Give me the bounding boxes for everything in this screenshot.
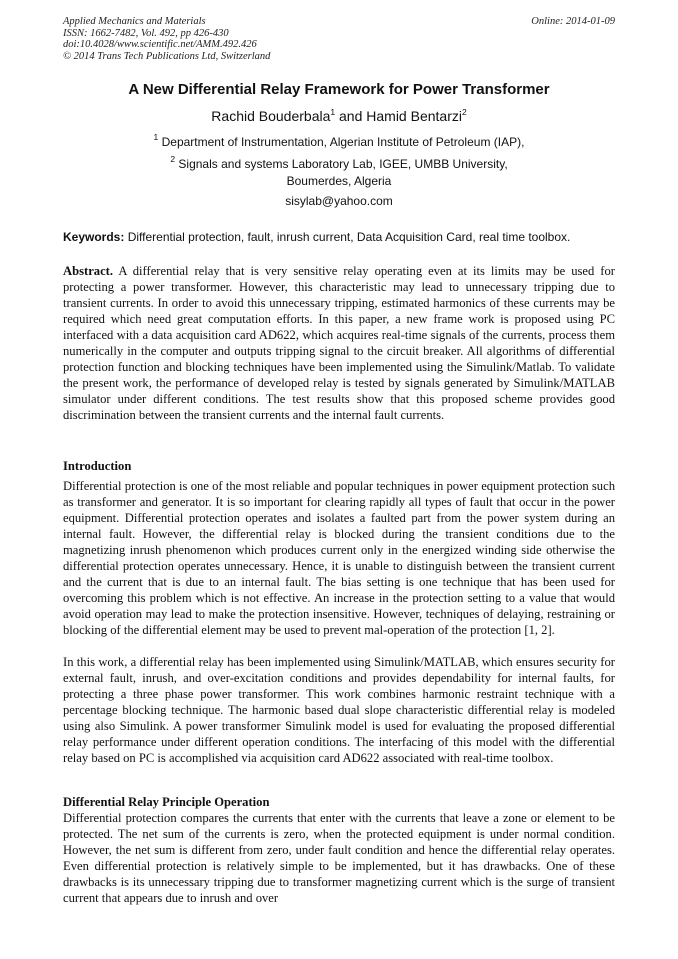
abstract-text: A differential relay that is very sensitive relay operating even at its limits may be used for protecting a power transformer. However, this characteristic may lead to unnecessary tripping due to transient currents. In order to avoid this unnecessary tripping, estimated harmonics of these currents may be required which need great computation efforts. In this paper, a new frame work is proposed using PC interfaced with a data acquisition card AD622, which acquires real-time signals of the currents, process them numerically in the computer and outputs tripping signal to the circuit breaker. All algorithms of differential protection function and blocking techniques have been implemented using the Simulink/Matlab. To validate the present work, the performance of developed relay is tested by signals generated by Simulink/MATLAB simulator under different conditions. The test results show that this proposed scheme provides good discrimination between the transient currents and the internal fault currents. [63,264,615,422]
affiliation-2 [0,152,678,172]
abstract [63,264,615,424]
author-2: Hamid Bentarzi [366,108,462,124]
journal-name: Applied Mechanics and Materials [63,16,206,27]
keywords-text: Differential protection, fault, inrush current, Data Acquisition Card, real time toolbox. [124,230,571,244]
paper-title: A New Differential Relay Framework for Power Transformer [128,81,550,98]
abstract-label: Abstract. [63,264,114,278]
affiliation-1-marker: 1 [153,132,159,142]
principle-paragraph-1: Differential protection compares the currents that enter with the currents that leave a zone or element to be protected. The net sum of the currents is zero, when the protected equipment is under normal condition. However, the net sum is different from zero, under fault condition and hence the differential relay operates. Even differential protection is relatively simple to be implemented, but it has drawbacks. One of these drawbacks is its unnecessary tripping due to transformer magnetizing current which is the surge of transient current that appears due to inrush and over [63,811,615,905]
keywords [63,230,615,245]
author-line [0,103,678,125]
introduction-paragraph-1: Differential protection is one of the most reliable and popular techniques in power equipment protection such as transformer and generator. It is so important for clearing rapidly all types of fault that occur in the power equipment. Differential protection operates and isolates a faulted part from the power system during an internal fault. However, the differential relay is blocked during the transient conditions due to the magnetizing inrush phenomenon which produces current only in the energized winding side otherwise the differential protection operates unnecessary. Hence, it is unable to distinguish between the transient current and the current that is due to an internal fault. The bias setting is one technique that has been used for overcoming this problem which is not effective. An increase in the protection setting to a value that would avoid operation may lead to make the protection insensitive. However, techniques of delaying, restraining or blocking of the differential element may be used to prevent mal-operation of the protection [1, 2]. [63,479,615,637]
keywords-label: Keywords: [63,230,125,244]
affiliation-2-text: Signals and systems Laboratory Lab, IGEE, UMBB University, [175,157,508,171]
introduction-heading: Introduction [63,459,132,473]
issn-line: ISSN: 1662-7482, Vol. 492, pp 426-430 [63,27,229,39]
author-2-affil-marker: 2 [461,107,467,117]
journal-header [63,16,270,62]
doi-line: doi:10.4028/www.scientific.net/AMM.492.426 [63,39,257,50]
affiliation-location: Boumerdes, Algeria [286,174,392,188]
copyright-line: © 2014 Trans Tech Publications Ltd, Switzerland [63,50,271,62]
author-conjunction: and [335,108,367,124]
affiliation-1-text: Department of Instrumentation, Algerian Institute of Petroleum (IAP), [158,135,525,149]
affiliation-2-marker: 2 [170,154,176,164]
online-date: Online: 2014-01-09 [531,16,615,27]
affiliation-1 [0,130,678,150]
author-1: Rachid Bouderbala [211,108,331,124]
contact-email: sisylab@yahoo.com [285,194,393,208]
principle-heading: Differential Relay Principle Operation [63,795,270,809]
introduction-paragraph-2: In this work, a differential relay has been implemented using Simulink/MATLAB, which ensures security for external fault, inrush, and over-excitation conditions and provides dependability for internal faults, for protecting a three phase power transformer. This work combines harmonic restraint technique with a percentage blocking technique. The harmonic based dual slope characteristic differential relay is modeled using also Simulink. A power transformer Simulink model is used for evaluating the proposed differential relay performance under different operation conditions. The interfacing of this model with the differential relay based on PC is accomplished via acquisition card AD622 associated with real-time toolbox. [63,655,615,765]
author-1-affil-marker: 1 [330,107,336,117]
